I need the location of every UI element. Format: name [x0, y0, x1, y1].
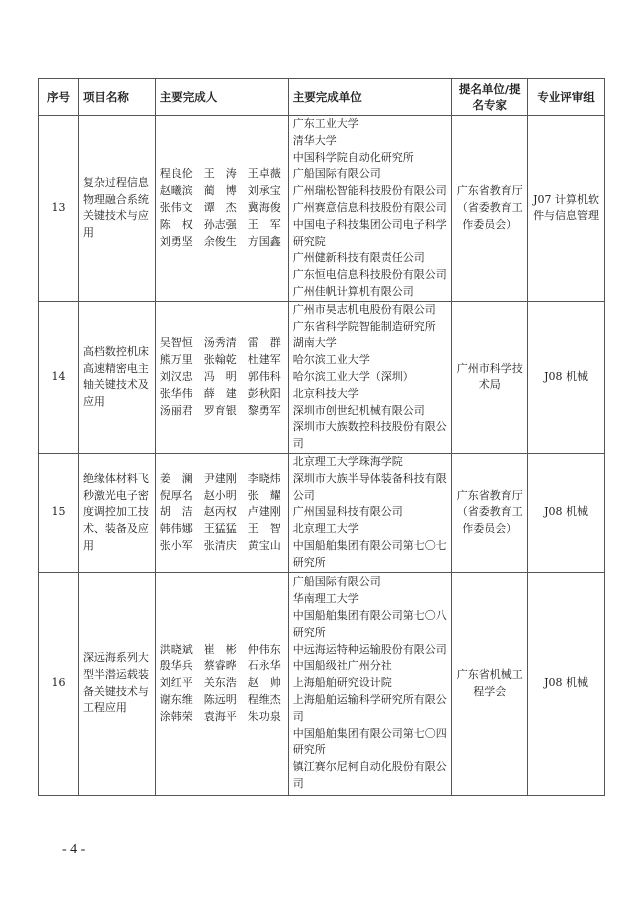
- unit-line: 北京理工大学: [292, 522, 359, 536]
- unit-line: 广东恒电信息科技股份有限公司: [292, 268, 447, 282]
- person-line: 涂韩荣 袁海平 朱功泉: [159, 709, 281, 723]
- person-line: 刘汉忠 冯 明 郭伟科: [159, 369, 281, 383]
- unit-line: 中国船级社广州分社: [292, 659, 392, 673]
- page-number: - 4 -: [62, 842, 86, 857]
- review-group: J08 机械: [528, 453, 605, 572]
- person-line: 胡 洁 赵丙权 卢建刚: [159, 505, 281, 519]
- nominator: 广东省教育厅（省委教育工作委员会）: [452, 116, 528, 302]
- project-name: 高档数控机床高速精密电主轴关键技术及应用: [78, 301, 155, 453]
- unit-line: 华南理工大学: [292, 592, 359, 606]
- unit-line: 清华大学: [292, 133, 337, 147]
- units-cell: [288, 116, 452, 302]
- person-line: 刘红平 关东浩 赵 帅: [159, 676, 281, 690]
- person-line: 程良伦 王 涛 王卓薇: [159, 167, 281, 181]
- review-group: J07 计算机软件与信息管理: [528, 116, 605, 302]
- units-cell: [288, 301, 452, 453]
- header-project: 项目名称: [78, 79, 155, 116]
- person-line: 洪晓斌 崔 彬 仲伟东: [159, 642, 281, 656]
- nominator: 广东省教育厅（省委教育工作委员会）: [452, 453, 528, 572]
- header-people: 主要完成人: [155, 79, 288, 116]
- nominator: 广州市科学技术局: [452, 301, 528, 453]
- person-line: 谢东维 陈远明 程维杰: [159, 692, 281, 706]
- unit-line: 上海船舶运输科学研究所有限公司: [292, 692, 447, 723]
- unit-line: 镇江赛尔尼柯自动化股份有限公司: [292, 760, 447, 790]
- unit-line: 中国船舶集团有限公司第七〇八研究所: [292, 608, 447, 639]
- people-cell: [155, 572, 288, 795]
- unit-line: 中国科学院自动化研究所: [292, 150, 414, 164]
- unit-line: 深圳市创世纪机械有限公司: [292, 403, 425, 417]
- unit-line: 哈尔滨工业大学: [292, 353, 370, 367]
- table-row: [39, 572, 605, 795]
- person-line: 汤丽君 罗育银 黎勇军: [159, 403, 281, 417]
- unit-line: 广州赛意信息科技股份有限公司: [292, 200, 447, 214]
- unit-line: 上海船舶研究设计院: [292, 676, 392, 690]
- unit-line: 广州瑞松智能科技股份有限公司: [292, 184, 447, 198]
- person-line: 姜 澜 尹建刚 李晓炜: [159, 471, 281, 485]
- unit-line: 中远海运特种运输股份有限公司: [292, 642, 447, 656]
- unit-line: 北京科技大学: [292, 386, 359, 400]
- person-line: 殷华兵 蔡睿晔 石永华: [159, 659, 281, 673]
- header-units: 主要完成单位: [288, 79, 452, 116]
- unit-line: 广船国际有限公司: [292, 167, 381, 181]
- unit-line: 广州国显科技有限公司: [292, 505, 403, 519]
- unit-line: 哈尔滨工业大学（深圳）: [292, 369, 414, 383]
- unit-line: 深圳市大族数控科技股份有限公司: [292, 420, 447, 451]
- row-number: 13: [39, 116, 79, 302]
- people-cell: [155, 301, 288, 453]
- unit-line: 广船国际有限公司: [292, 575, 381, 589]
- unit-line: 广州健新科技有限责任公司: [292, 251, 425, 265]
- row-number: 15: [39, 453, 79, 572]
- review-group: J08 机械: [528, 301, 605, 453]
- person-line: 倪厚名 赵小明 张 耀: [159, 488, 281, 502]
- table-row: [39, 116, 605, 302]
- project-name: 深远海系列大型半潜运载装备关键技术与工程应用: [78, 572, 155, 795]
- header-nominator: 提名单位/提名专家: [452, 79, 528, 116]
- person-line: 赵曦滨 蔺 博 刘承宝: [159, 184, 281, 198]
- person-line: 熊万里 张翰乾 杜建军: [159, 353, 281, 367]
- person-line: 张华伟 薛 建 彭秋阳: [159, 386, 281, 400]
- unit-line: 中国船舶集团有限公司第七〇四研究所: [292, 726, 447, 757]
- unit-line: 深圳市大族半导体装备科技有限公司: [292, 471, 447, 502]
- people-cell: [155, 116, 288, 302]
- person-line: 吴智恒 汤秀清 雷 群: [159, 336, 281, 350]
- unit-line: 广东省科学院智能制造研究所: [292, 319, 436, 333]
- unit-line: 中国船舶集团有限公司第七〇七研究所: [292, 538, 447, 569]
- person-line: 张小军 张清庆 黄宝山: [159, 538, 281, 552]
- project-name: 复杂过程信息物理融合系统关键技术与应用: [78, 116, 155, 302]
- people-cell: [155, 453, 288, 572]
- unit-line: 中国电子科技集团公司电子科学研究院: [292, 217, 447, 248]
- header-group: 专业评审组: [528, 79, 605, 116]
- units-cell: [288, 572, 452, 795]
- person-line: 张伟文 谭 杰 冀海俊: [159, 200, 281, 214]
- units-cell: [288, 453, 452, 572]
- unit-line: 广东工业大学: [292, 117, 359, 130]
- nominator: 广东省机械工程学会: [452, 572, 528, 795]
- unit-line: 北京理工大学珠海学院: [292, 454, 403, 468]
- row-number: 16: [39, 572, 79, 795]
- review-group: J08 机械: [528, 572, 605, 795]
- project-name: 绝缘体材料飞秒激光电子密度调控加工技术、装备及应用: [78, 453, 155, 572]
- row-number: 14: [39, 301, 79, 453]
- table-row: [39, 301, 605, 453]
- table-header: [39, 79, 605, 116]
- person-line: 陈 权 孙志强 王 军: [159, 217, 281, 231]
- header-no: 序号: [39, 79, 79, 116]
- person-line: 刘勇坚 余俊生 方国鑫: [159, 234, 281, 248]
- awards-table: [38, 78, 605, 796]
- unit-line: 广州佳帆计算机有限公司: [292, 284, 414, 298]
- person-line: 韩伟娜 王猛猛 王 智: [159, 522, 281, 536]
- unit-line: 广州市昊志机电股份有限公司: [292, 302, 436, 316]
- table-row: [39, 453, 605, 572]
- unit-line: 湖南大学: [292, 336, 337, 350]
